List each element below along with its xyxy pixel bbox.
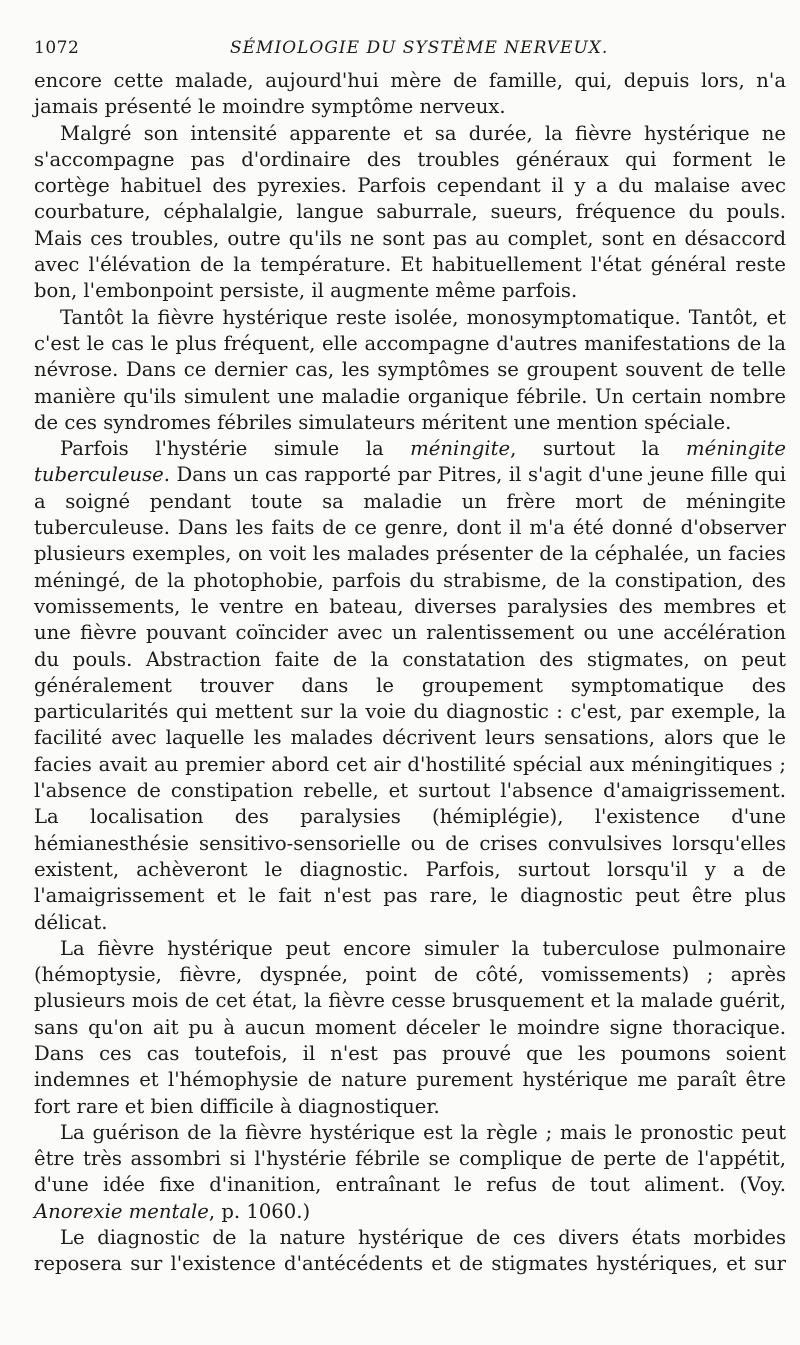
page-number: 1072 (34, 38, 80, 58)
body-text (34, 68, 786, 1278)
text-run: Le diagnostic de la nature hystérique de ces divers états morbides reposera sur l'existence d'antécédents et de stigmates hystériques, et sur (34, 1226, 786, 1276)
text-run: Parfois l'hystérie simule la (60, 437, 411, 461)
text-run: La guérison de la fièvre hystérique est la règle ; mais le pronostic peut être très assombri si l'hystérie fébrile se complique de perte de l'appétit, d'une idée fixe d'inanition, entraînant le refus de tout aliment. (Voy. (34, 1120, 786, 1197)
running-header (34, 38, 786, 68)
paragraph (34, 121, 786, 305)
text-run: encore cette malade, aujourd'hui mère de famille, qui, depuis lors, n'a jamais présenté le moindre symptôme nerveux. (34, 69, 786, 119)
running-title: SÉMIOLOGIE DU SYSTÈME NERVEUX. (230, 38, 609, 58)
text-run: Tantôt la fièvre hystérique reste isolée, monosymptomatique. Tantôt, et c'est le cas le plus fréquent, elle accompagne d'autres manifestations de la névrose. Dans ce dernier cas, les symptômes se groupent souvent de telle manière qu'ils simulent une maladie organique fébrile. Un certain nombre de ces syndromes fébriles simulateurs méritent une mention spéciale. (34, 305, 786, 434)
italic-text: méningite (410, 437, 511, 461)
paragraph (34, 305, 786, 436)
paragraph (34, 1120, 786, 1225)
paragraph (34, 936, 786, 1120)
text-run: , p. 1060.) (208, 1199, 311, 1223)
italic-text: méningite tuberculeuse (34, 437, 786, 487)
paragraph (34, 1225, 786, 1278)
paragraph (34, 68, 786, 121)
text-run: Malgré son intensité apparente et sa durée, la fièvre hystérique ne s'accompagne pas d'ordinaire des troubles généraux qui forment le cortège habituel des pyrexies. Parfois cependant il y a du malaise avec courbature, céphalalgie, langue saburrale, sueurs, fréquence du pouls. Mais ces troubles, outre qu'ils ne sont pas au complet, sont en désaccord avec l'élévation de la température. Et habituellement l'état général reste bon, l'embonpoint persiste, il augmente même parfois. (34, 121, 786, 303)
italic-text: Anorexie mentale (34, 1199, 209, 1223)
paragraph (34, 436, 786, 936)
text-run: . Dans un cas rapporté par Pitres, il s'agit d'une jeune fille qui a soigné pendant toute sa maladie un frère mort de méningite tuberculeuse. Dans les faits de ce genre, dont il m'a été donné d'observer plusieurs exemples, on voit les malades présenter de la céphalée, un facies méningé, de la photophobie, parfois du strabisme, de la constipation, des vomissements, le ventre en bateau, diverses paralysies des membres et une fièvre pouvant coïncider avec un ralentissement ou une accélération du pouls. Abstraction faite de la constatation des stigmates, on peut généralement trouver dans le groupement symptomatique des particularités qui mettent sur la voie du diagnostic : c'est, par exemple, la facilité avec laquelle les malades décrivent leurs sensations, alors que le facies avait au premier abord cet air d'hostilité spécial aux méningitiques ; l'absence de constipation rebelle, et surtout l'absence d'amaigrissement. La localisation des paralysies (hémiplégie), l'existence d'une hémianesthésie sensitivo-sensorielle ou de crises convulsives lorsqu'elles existent, achèveront le diagnostic. Parfois, surtout lorsqu'il y a de l'amaigrissement et le fait n'est pas rare, le diagnostic peut être plus délicat. (34, 463, 786, 934)
text-run: La fièvre hystérique peut encore simuler la tuberculose pulmonaire (hémoptysie, fièvre, dyspnée, point de côté, vomissements) ; après plusieurs mois de cet état, la fièvre cesse brusquement et la malade guérit, sans qu'on ait pu à aucun moment déceler le moindre signe thoracique. Dans ces cas toutefois, il n'est pas prouvé que les poumons soient indemnes et l'hémophysie de nature purement hystérique me paraît être fort rare et bien difficile à diagnostiquer. (34, 936, 786, 1118)
text-run: , surtout la (510, 437, 687, 461)
